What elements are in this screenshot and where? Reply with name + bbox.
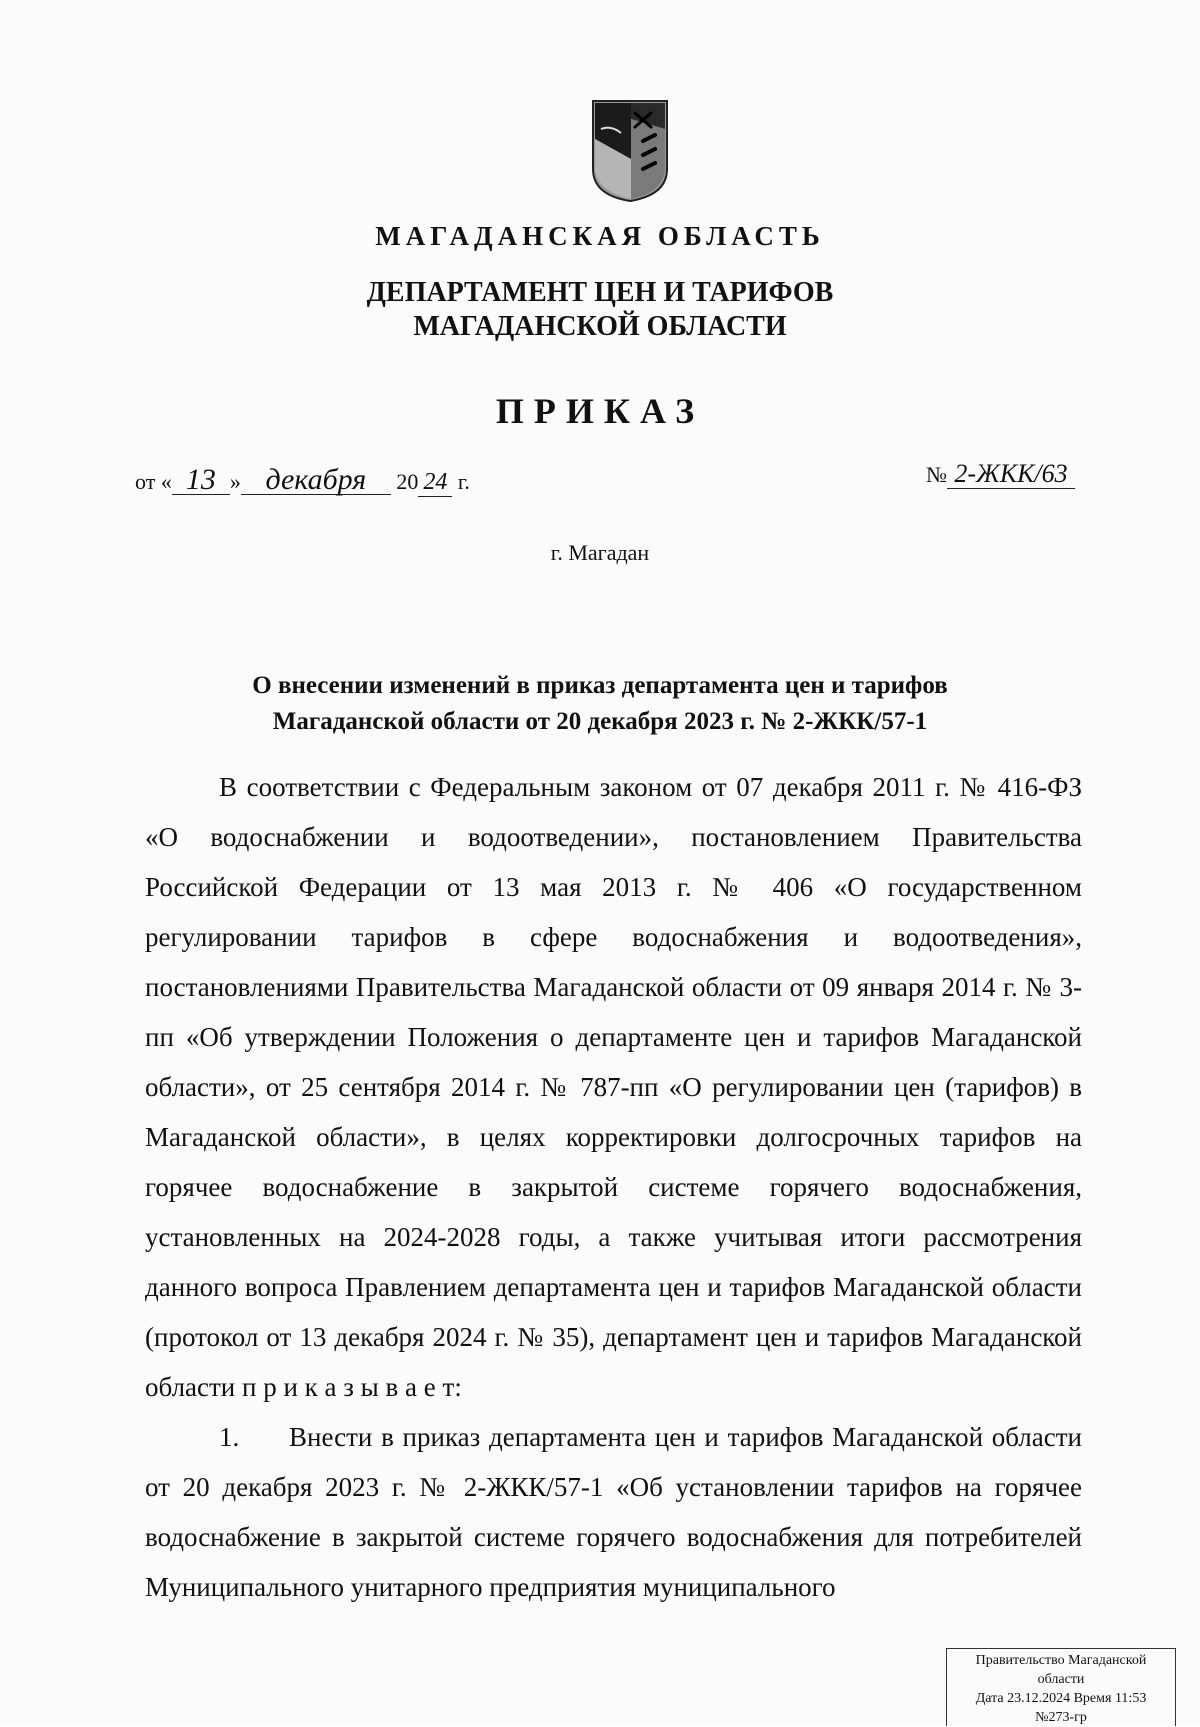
stamp-line4: №273-гр — [1035, 1710, 1087, 1725]
date-mid: » — [229, 469, 241, 494]
item-1-number: 1. — [219, 1422, 240, 1452]
department-heading — [0, 276, 1200, 344]
date-day: 13 — [172, 466, 230, 495]
date-year-suffix: 24 — [418, 468, 452, 497]
subject-line1: О внесении изменений в приказ департамента цен и тарифов — [252, 672, 948, 699]
order-subject — [0, 668, 1200, 740]
item-1-text: Внести в приказ департамента цен и тарифов Магаданской области от 20 декабря 2023 г. № 2-ЖКК/57-1 «Об установлении тарифов на горячее водоснабжение в закрытой системе горячего водоснабжения для потребителей Муниципального унитарного предприятия муниципального — [145, 1422, 1082, 1602]
item-1-paragraph — [145, 1412, 1082, 1612]
date-month: декабря — [241, 466, 391, 495]
coat-of-arms-icon — [591, 99, 669, 203]
number-prefix: № — [926, 462, 947, 487]
preamble-paragraph: В соответствии с Федеральным законом от 07 декабря 2011 г. № 416-ФЗ «О водоснабжении и водоотведении», постановлением Правительства Российской Федерации от 13 мая 2013 г. № 406 «О государственном регулировании тарифов в сфере водоснабжения и водоотведения», постановлениями Правительства Магаданской области от 09 января 2014 г. № 3-пп «Об утверждении Положения о департаменте цен и тарифов Магаданской области», от 25 сентября 2014 г. № 787-пп «О регулировании цен (тарифов) в Магаданской области», в целях корректировки долгосрочных тарифов на горячее водоснабжение в закрытой системе горячего водоснабжения, установленных на 2024-2028 годы, а также учитывая итоги рассмотрения данного вопроса Правлением департамента цен и тарифов Магаданской области (протокол от 13 декабря 2024 г. № 35), департамент цен и тарифов Магаданской области п р и к а з ы в а е т: — [145, 772, 1082, 1402]
stamp-line2: области — [1037, 1672, 1085, 1687]
subject-line2: Магаданской области от 20 декабря 2023 г. № 2-ЖКК/57-1 — [272, 708, 928, 735]
region-heading: МАГАДАНСКАЯ ОБЛАСТЬ — [375, 221, 825, 251]
registration-stamp — [946, 1648, 1176, 1726]
city-line: г. Магадан — [550, 540, 650, 565]
department-heading-line1: ДЕПАРТАМЕНТ ЦЕН И ТАРИФОВ — [366, 277, 834, 308]
doc-type-title: ПРИКАЗ — [495, 391, 705, 431]
number-value: 2-ЖКК/63 — [947, 460, 1075, 489]
date-year-prefix: 20 — [396, 469, 419, 494]
order-body — [145, 762, 1082, 1612]
stamp-line1: Правительство Магаданской — [975, 1653, 1147, 1668]
department-heading-line2: МАГАДАНСКОЙ ОБЛАСТИ — [413, 311, 787, 342]
order-number — [926, 460, 1075, 489]
order-date — [135, 463, 470, 497]
stamp-line3: Дата 23.12.2024 Время 11:53 — [975, 1691, 1147, 1706]
date-year-end: г. — [457, 469, 470, 494]
date-prefix: от « — [135, 469, 172, 494]
